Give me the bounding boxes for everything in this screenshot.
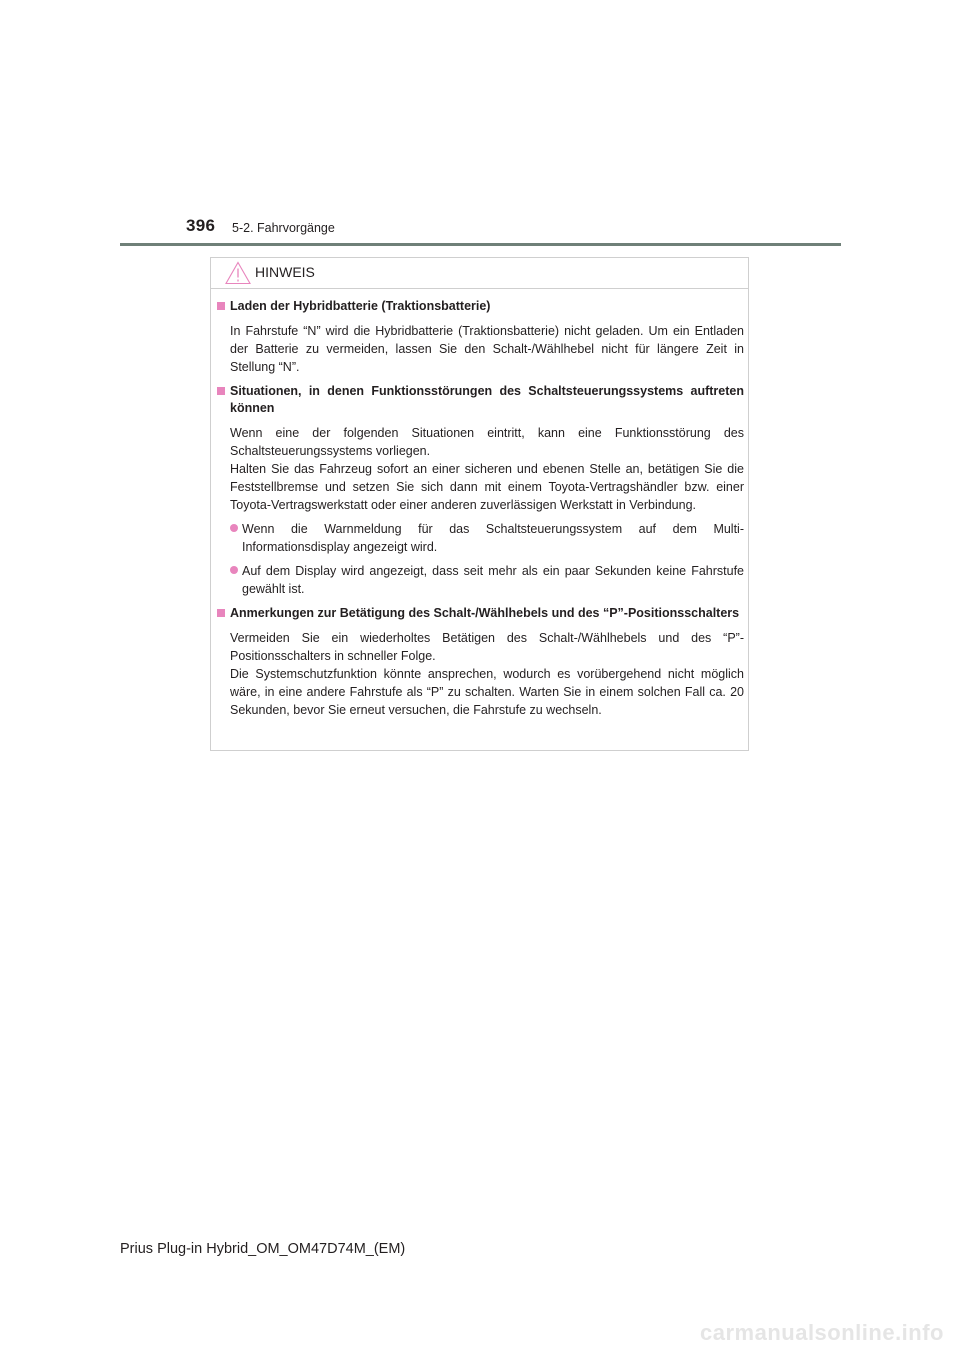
square-bullet-icon	[217, 302, 225, 310]
notice-item	[217, 383, 744, 598]
item-paragraph: Halten Sie das Fahrzeug sofort an einer sicheren und ebenen Stelle an, betätigen Sie die Feststellbremse und setzen Sie sich dann mit einem Toyota-Vertragshändler bzw. einer Toyota-Vertragswerkstatt oder einer anderen zuverlässigen Werkstatt in Verbindung.	[230, 462, 744, 512]
footer-manual-id: Prius Plug-in Hybrid_OM_OM47D74M_(EM)	[120, 1241, 406, 1257]
item-paragraph: Vermeiden Sie ein wiederholtes Betätigen des Schalt-/Wählhebels und des “P”-Positionsschalters in schneller Folge.	[230, 631, 744, 663]
sub-item: Wenn die Warnmeldung für das Schaltsteuerungssystem auf dem Multi-Informationsdisplay angezeigt wird.	[217, 520, 744, 556]
dot-bullet-icon	[230, 566, 238, 574]
page-number: 396	[186, 216, 216, 235]
square-bullet-icon	[217, 609, 225, 617]
notice-box	[210, 257, 749, 751]
item-heading: Anmerkungen zur Betätigung des Schalt-/Wählhebels und des “P”-Positionsschalters	[217, 605, 744, 622]
notice-header	[211, 258, 748, 289]
warning-triangle-icon	[225, 261, 251, 285]
square-bullet-icon	[217, 387, 225, 395]
item-paragraph: In Fahrstufe “N” wird die Hybridbatterie (Traktionsbatterie) nicht geladen. Um ein Entladen der Batterie zu vermeiden, lassen Sie den Schalt-/Wählhebel nicht für längere Zeit in Stellung “N”.	[230, 324, 744, 374]
item-heading: Laden der Hybridbatterie (Traktionsbatterie)	[217, 298, 744, 315]
item-paragraph: Wenn eine der folgenden Situationen eintritt, kann eine Funktionsstörung des Schaltsteuerungssystems vorliegen.	[230, 426, 744, 458]
notice-label: HINWEIS	[255, 264, 315, 280]
item-heading: Situationen, in denen Funktionsstörungen des Schaltsteuerungssystems auftreten können	[217, 383, 744, 417]
item-paragraph: Die Systemschutzfunktion könnte ansprechen, wodurch es vorübergehend nicht möglich wäre, in eine andere Fahrstufe als “P” zu schalten. Warten Sie in einem solchen Fall ca. 20 Sekunden, bevor Sie erneut versuchen, die Fahrstufe zu wechseln.	[230, 667, 744, 717]
header-rule	[120, 243, 841, 246]
section-title: 5-2. Fahrvorgänge	[232, 221, 335, 235]
watermark: carmanualsonline.info	[700, 1320, 944, 1345]
notice-body	[217, 298, 744, 726]
dot-bullet-icon	[230, 524, 238, 532]
notice-item	[217, 298, 744, 376]
sub-item: Auf dem Display wird angezeigt, dass seit mehr als ein paar Sekunden keine Fahrstufe gewählt ist.	[217, 562, 744, 598]
notice-item	[217, 605, 744, 719]
